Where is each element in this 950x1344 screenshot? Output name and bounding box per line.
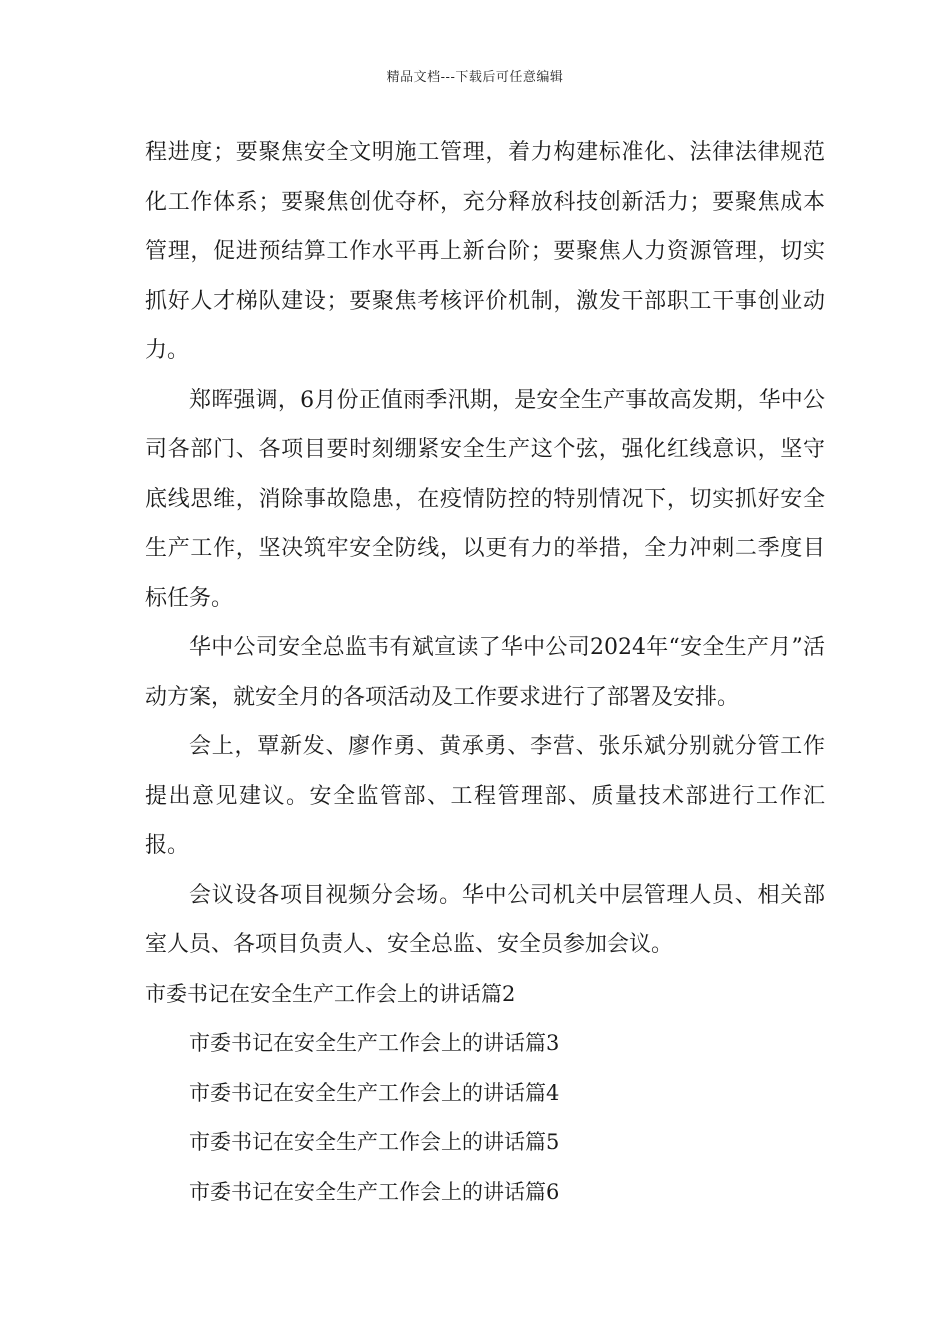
page-header: 精品文档---下载后可任意编辑 — [386, 70, 564, 85]
toc-item[interactable]: 市委书记在安全生产工作会上的讲话篇3 — [189, 1031, 560, 1055]
toc-list — [145, 970, 825, 1218]
toc-item[interactable]: 市委书记在安全生产工作会上的讲话篇5 — [189, 1130, 560, 1154]
paragraph-4: 会上，覃新发、廖作勇、黄承勇、李营、张乐斌分别就分管工作提出意见建议。安全监管部、工程管理部、质量技术部进行工作汇报。 — [145, 734, 825, 858]
paragraph-3: 华中公司安全总监韦有斌宣读了华中公司2024年“安全生产月”活动方案，就安全月的各项活动及工作要求进行了部署及安排。 — [145, 635, 825, 710]
toc-item[interactable]: 市委书记在安全生产工作会上的讲话篇2 — [145, 981, 516, 1006]
paragraph-1: 程进度；要聚焦安全文明施工管理，着力构建标准化、法律法律规范化工作体系；要聚焦创优夺杯，充分释放科技创新活力；要聚焦成本管理，促进预结算工作水平再上新台阶；要聚焦人力资源管理，切实抓好人才梯队建设；要聚焦考核评价机制，激发干部职工干事创业动力。 — [145, 140, 825, 363]
document-body — [145, 128, 825, 1217]
paragraph-5: 会议设各项目视频分会场。华中公司机关中层管理人员、相关部室人员、各项目负责人、安全总监、安全员参加会议。 — [145, 882, 825, 957]
toc-item[interactable]: 市委书记在安全生产工作会上的讲话篇4 — [189, 1080, 560, 1105]
paragraph-2: 郑晖强调，6月份正值雨季汛期，是安全生产事故高发期，华中公司各部门、各项目要时刻绷紧安全生产这个弦，强化红线意识，坚守底线思维，消除事故隐患，在疫情防控的特别情况下，切实抓好安全生产工作，坚决筑牢安全防线，以更有力的举措，全力冲刺二季度目标任务。 — [145, 387, 825, 611]
toc-item[interactable]: 市委书记在安全生产工作会上的讲话篇6 — [189, 1179, 560, 1204]
